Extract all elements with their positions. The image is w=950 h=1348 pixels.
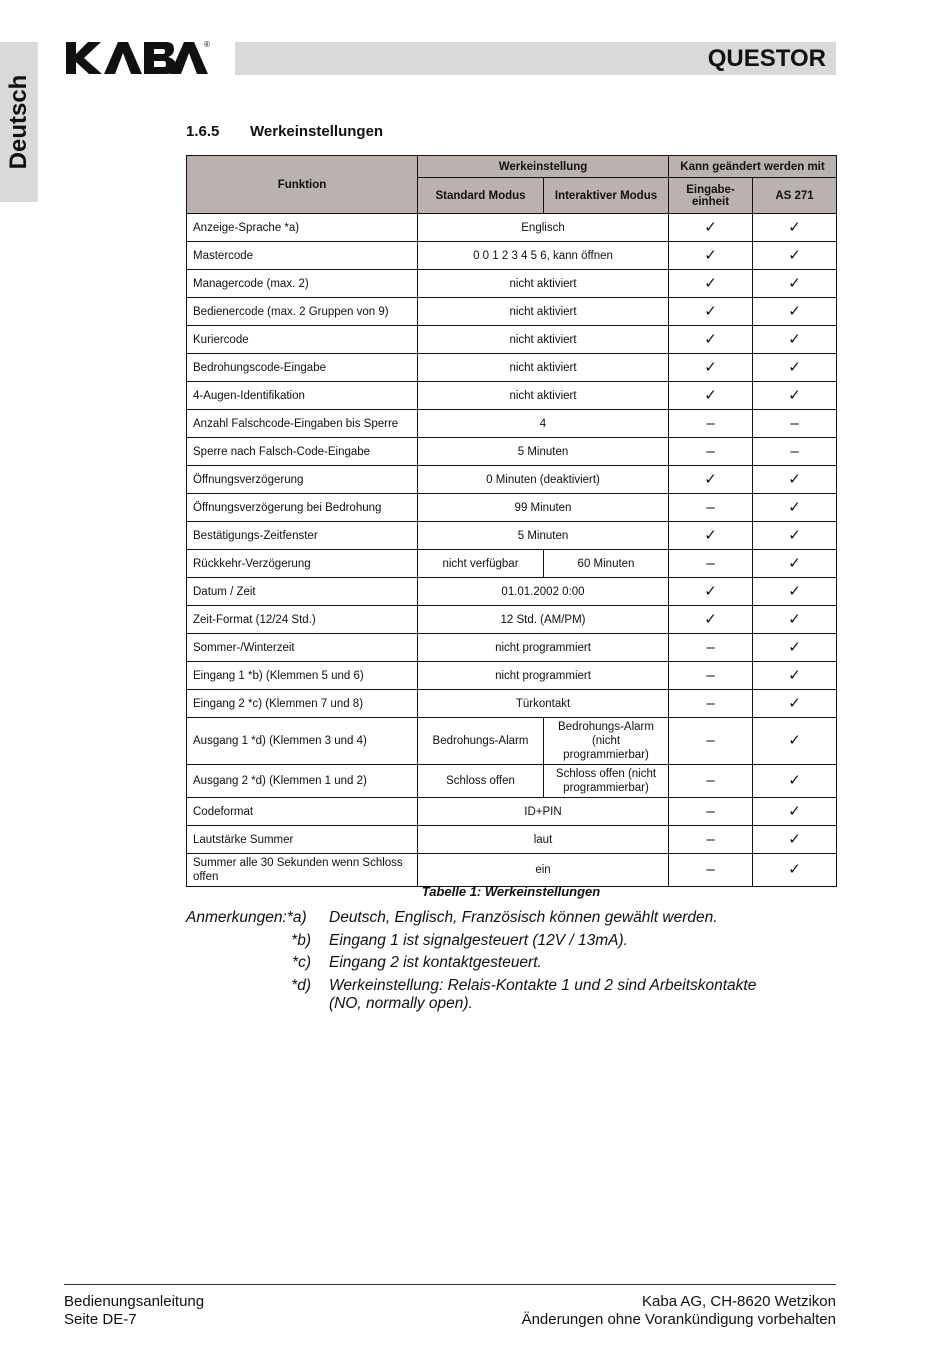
table-row xyxy=(187,382,837,410)
language-tab xyxy=(0,42,38,202)
default-value-cell: nicht aktiviert xyxy=(418,270,669,298)
table-row xyxy=(187,438,837,466)
interactive-mode-cell: Schloss offen (nicht programmierbar) xyxy=(544,765,669,798)
function-cell: Ausgang 2 *d) (Klemmen 1 und 2) xyxy=(187,765,418,798)
eingabe-einheit-mark: ✓ xyxy=(669,214,753,242)
table-row xyxy=(187,578,837,606)
eingabe-einheit-mark: – xyxy=(669,410,753,438)
product-name: QUESTOR xyxy=(707,45,826,72)
eingabe-einheit-mark: ✓ xyxy=(669,522,753,550)
default-value-cell: 12 Std. (AM/PM) xyxy=(418,606,669,634)
header-werkeinstellung: Werkeinstellung xyxy=(418,156,669,178)
function-cell: Öffnungsverzögerung bei Bedrohung xyxy=(187,494,418,522)
table-row xyxy=(187,326,837,354)
as271-mark: ✓ xyxy=(753,326,837,354)
interactive-mode-cell: 60 Minuten xyxy=(544,550,669,578)
eingabe-einheit-mark: ✓ xyxy=(669,270,753,298)
table-row xyxy=(187,242,837,270)
header-funktion: Funktion xyxy=(187,156,418,214)
default-value-cell: nicht aktiviert xyxy=(418,326,669,354)
table-caption: Tabelle 1: Werkeinstellungen xyxy=(421,884,601,899)
note-text: Eingang 2 ist kontaktgesteuert. xyxy=(329,954,542,971)
footer-company: Kaba AG, CH-8620 Wetzikon xyxy=(642,1293,836,1310)
table-row xyxy=(187,798,837,826)
eingabe-einheit-mark: – xyxy=(669,690,753,718)
function-cell: Rückkehr-Verzögerung xyxy=(187,550,418,578)
as271-mark: ✓ xyxy=(753,765,837,798)
as271-mark: ✓ xyxy=(753,522,837,550)
standard-mode-cell: Bedrohungs-Alarm xyxy=(418,718,544,765)
as271-mark: ✓ xyxy=(753,214,837,242)
header-kann-geaendert: Kann geändert werden mit xyxy=(669,156,837,178)
note-label: Anmerkungen:*a) xyxy=(186,909,307,926)
default-value-cell: 5 Minuten xyxy=(418,438,669,466)
note-text: Eingang 1 ist signalgesteuert (12V / 13mA). xyxy=(329,931,628,949)
header-bar xyxy=(235,42,836,75)
function-cell: Lautstärke Summer xyxy=(187,826,418,854)
eingabe-einheit-mark: ✓ xyxy=(669,354,753,382)
table-row xyxy=(187,718,837,765)
default-value-cell: 99 Minuten xyxy=(418,494,669,522)
header-eingabe-einheit: Eingabe-einheit xyxy=(669,178,753,214)
as271-mark: ✓ xyxy=(753,466,837,494)
as271-mark: – xyxy=(753,438,837,466)
function-cell: Öffnungsverzögerung xyxy=(187,466,418,494)
notes xyxy=(186,907,836,1013)
table-row xyxy=(187,354,837,382)
as271-mark: ✓ xyxy=(753,242,837,270)
footer-manual-label: Bedienungsanleitung xyxy=(64,1293,205,1310)
as271-mark: ✓ xyxy=(753,662,837,690)
function-cell: Mastercode xyxy=(187,242,418,270)
note-c xyxy=(186,952,836,975)
function-cell: Eingang 1 *b) (Klemmen 5 und 6) xyxy=(187,662,418,690)
default-value-cell: 5 Minuten xyxy=(418,522,669,550)
eingabe-einheit-mark: ✓ xyxy=(669,242,753,270)
as271-mark: ✓ xyxy=(753,606,837,634)
as271-mark: ✓ xyxy=(753,270,837,298)
function-cell: Anzeige-Sprache *a) xyxy=(187,214,418,242)
note-label: *d) xyxy=(291,976,311,994)
eingabe-einheit-mark: – xyxy=(669,634,753,662)
function-cell: Bestätigungs-Zeitfenster xyxy=(187,522,418,550)
section-title xyxy=(186,123,383,140)
eingabe-einheit-mark: – xyxy=(669,718,753,765)
footer-right xyxy=(522,1293,836,1329)
eingabe-einheit-mark: ✓ xyxy=(669,298,753,326)
note-d xyxy=(186,975,836,1013)
eingabe-einheit-mark: – xyxy=(669,854,753,887)
default-value-cell: 0 Minuten (deaktiviert) xyxy=(418,466,669,494)
eingabe-einheit-mark: ✓ xyxy=(669,606,753,634)
function-cell: 4-Augen-Identifikation xyxy=(187,382,418,410)
eingabe-einheit-mark: ✓ xyxy=(669,466,753,494)
eingabe-einheit-mark: ✓ xyxy=(669,326,753,354)
footer-disclaimer: Änderungen ohne Vorankündigung vorbehalten xyxy=(521,1311,836,1328)
default-value-cell: nicht programmiert xyxy=(418,662,669,690)
language-tab-label: Deutsch xyxy=(5,74,32,170)
default-value-cell: 4 xyxy=(418,410,669,438)
default-value-cell: nicht aktiviert xyxy=(418,382,669,410)
standard-mode-cell: Schloss offen xyxy=(418,765,544,798)
as271-mark: ✓ xyxy=(753,798,837,826)
default-value-cell: nicht aktiviert xyxy=(418,354,669,382)
as271-mark: ✓ xyxy=(753,550,837,578)
function-cell: Anzahl Falschcode-Eingaben bis Sperre xyxy=(187,410,418,438)
eingabe-einheit-mark: – xyxy=(669,494,753,522)
footer-left xyxy=(64,1293,204,1329)
eingabe-einheit-mark: – xyxy=(669,662,753,690)
eingabe-einheit-mark: – xyxy=(669,765,753,798)
eingabe-einheit-mark: – xyxy=(669,798,753,826)
function-cell: Kuriercode xyxy=(187,326,418,354)
as271-mark: ✓ xyxy=(753,634,837,662)
note-text: Deutsch, Englisch, Französisch können gewählt werden. xyxy=(329,909,718,926)
as271-mark: ✓ xyxy=(753,354,837,382)
as271-mark: ✓ xyxy=(753,854,837,887)
table-row xyxy=(187,466,837,494)
as271-mark: ✓ xyxy=(753,578,837,606)
note-label: *b) xyxy=(291,931,311,949)
registered-icon: ® xyxy=(204,40,210,49)
table-row xyxy=(187,270,837,298)
default-value-cell: 0 0 1 2 3 4 5 6, kann öffnen xyxy=(418,242,669,270)
table-row xyxy=(187,662,837,690)
table-row xyxy=(187,298,837,326)
as271-mark: ✓ xyxy=(753,298,837,326)
function-cell: Ausgang 1 *d) (Klemmen 3 und 4) xyxy=(187,718,418,765)
table-row xyxy=(187,634,837,662)
function-cell: Bedienercode (max. 2 Gruppen von 9) xyxy=(187,298,418,326)
table-row xyxy=(187,854,837,887)
table-row xyxy=(187,410,837,438)
eingabe-einheit-mark: ✓ xyxy=(669,382,753,410)
function-cell: Sommer-/Winterzeit xyxy=(187,634,418,662)
function-cell: Codeformat xyxy=(187,798,418,826)
section-heading: Werkeinstellungen xyxy=(250,123,384,140)
function-cell: Eingang 2 *c) (Klemmen 7 und 8) xyxy=(187,690,418,718)
header-standard-modus: Standard Modus xyxy=(418,178,544,214)
interactive-mode-cell: Bedrohungs-Alarm (nicht programmierbar) xyxy=(544,718,669,765)
function-cell: Sperre nach Falsch-Code-Eingabe xyxy=(187,438,418,466)
eingabe-einheit-mark: – xyxy=(669,826,753,854)
default-value-cell: nicht aktiviert xyxy=(418,298,669,326)
table-row xyxy=(187,550,837,578)
as271-mark: ✓ xyxy=(753,382,837,410)
note-text: Werkeinstellung: Relais-Kontakte 1 und 2 sind Arbeitskontakte (NO, normally open). xyxy=(329,976,757,1012)
note-a xyxy=(186,907,836,930)
eingabe-einheit-mark: – xyxy=(669,550,753,578)
default-value-cell: nicht programmiert xyxy=(418,634,669,662)
table-row xyxy=(187,690,837,718)
function-cell: Bedrohungscode-Eingabe xyxy=(187,354,418,382)
as271-mark: ✓ xyxy=(753,494,837,522)
note-label: *c) xyxy=(292,954,311,971)
default-value-cell: Englisch xyxy=(418,214,669,242)
function-cell: Zeit-Format (12/24 Std.) xyxy=(187,606,418,634)
standard-mode-cell: nicht verfügbar xyxy=(418,550,544,578)
default-value-cell: 01.01.2002 0:00 xyxy=(418,578,669,606)
as271-mark: – xyxy=(753,410,837,438)
default-value-cell: ID+PIN xyxy=(418,798,669,826)
table-row xyxy=(187,522,837,550)
header-as271: AS 271 xyxy=(753,178,837,214)
as271-mark: ✓ xyxy=(753,826,837,854)
eingabe-einheit-mark: – xyxy=(669,438,753,466)
factory-settings-table xyxy=(186,155,837,887)
default-value-cell: laut xyxy=(418,826,669,854)
function-cell: Datum / Zeit xyxy=(187,578,418,606)
table-row xyxy=(187,214,837,242)
as271-mark: ✓ xyxy=(753,690,837,718)
footer-divider xyxy=(64,1284,836,1285)
function-cell: Managercode (max. 2) xyxy=(187,270,418,298)
as271-mark: ✓ xyxy=(753,718,837,765)
kaba-logo xyxy=(64,40,210,76)
table-row xyxy=(187,606,837,634)
header-interaktiver-modus: Interaktiver Modus xyxy=(544,178,669,214)
eingabe-einheit-mark: ✓ xyxy=(669,578,753,606)
function-cell: Summer alle 30 Sekunden wenn Schloss offen xyxy=(187,854,418,887)
default-value-cell: ein xyxy=(418,854,669,887)
table-row xyxy=(187,494,837,522)
footer-page-number: Seite DE-7 xyxy=(64,1311,137,1328)
default-value-cell: Türkontakt xyxy=(418,690,669,718)
note-b xyxy=(186,930,836,953)
section-number: 1.6.5 xyxy=(186,123,220,140)
table-row xyxy=(187,826,837,854)
table-row xyxy=(187,765,837,798)
